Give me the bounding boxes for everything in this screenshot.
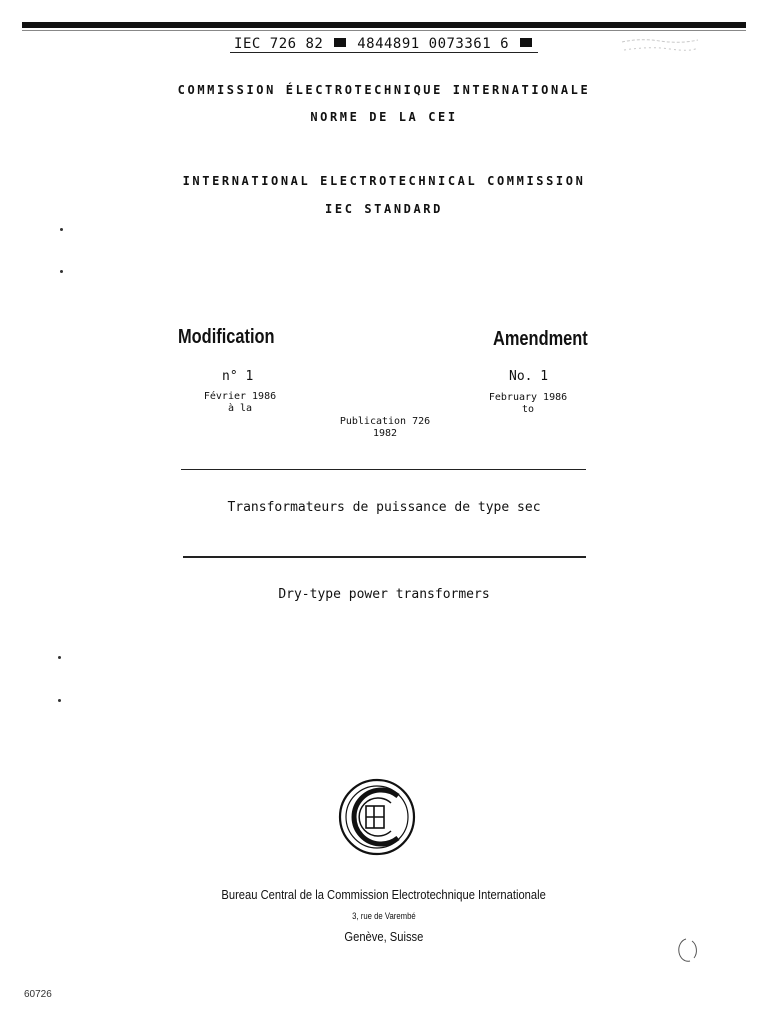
- commission-fr: COMMISSION ÉLECTROTECHNIQUE INTERNATIONALE: [177, 83, 591, 97]
- punch-hole-mark: [676, 936, 700, 964]
- code-prefix: IEC 726 82: [234, 36, 324, 52]
- scan-mark: [58, 656, 61, 659]
- scan-mark: [58, 699, 61, 702]
- publication-label: Publication 726: [339, 416, 431, 427]
- bureau-name-row: [0, 887, 768, 902]
- code-numbers: 4844891 0073361 6: [357, 36, 510, 52]
- standard-fr: NORME DE LA CEI: [310, 110, 458, 124]
- title-fr: Transformateurs de puissance de type sec: [227, 500, 541, 515]
- scan-mark: [60, 228, 63, 231]
- publication-block: [330, 416, 440, 440]
- bureau-street-row: [0, 911, 768, 921]
- amendment-number: No. 1: [509, 369, 549, 384]
- amendment-to: to: [521, 404, 535, 415]
- title-en: Dry-type power transformers: [278, 587, 490, 602]
- scan-mark: [60, 270, 63, 273]
- modification-date-block: [190, 391, 290, 415]
- divider-2: [183, 556, 586, 558]
- commission-en: INTERNATIONAL ELECTROTECHNICAL COMMISSION: [182, 174, 586, 188]
- modification-label: Modification: [178, 326, 275, 348]
- barcode-block-icon: [520, 38, 532, 47]
- publication-year: 1982: [372, 428, 398, 439]
- standard-en: IEC STANDARD: [325, 202, 443, 216]
- modification-to: à la: [227, 403, 253, 414]
- amendment-date: February 1986: [488, 392, 568, 403]
- divider-1: [181, 469, 586, 470]
- barcode-block-icon: [334, 38, 346, 47]
- modification-number: n° 1: [222, 369, 254, 384]
- iec-logo-icon: [336, 776, 418, 858]
- bureau-name: Bureau Central de la Commission Electrotechnique Internationale: [221, 887, 547, 902]
- top-border-bar: [22, 22, 746, 28]
- modification-date: Février 1986: [203, 391, 277, 402]
- bureau-city: Genève, Suisse: [344, 929, 424, 944]
- bureau-city-row: [0, 929, 768, 944]
- scan-smudge: [620, 36, 700, 56]
- page-number: 60726: [24, 989, 52, 1000]
- bureau-street: 3, rue de Varembé: [352, 911, 416, 921]
- amendment-date-block: [478, 392, 578, 416]
- top-border-line: [22, 30, 746, 31]
- amendment-label: Amendment: [493, 328, 588, 350]
